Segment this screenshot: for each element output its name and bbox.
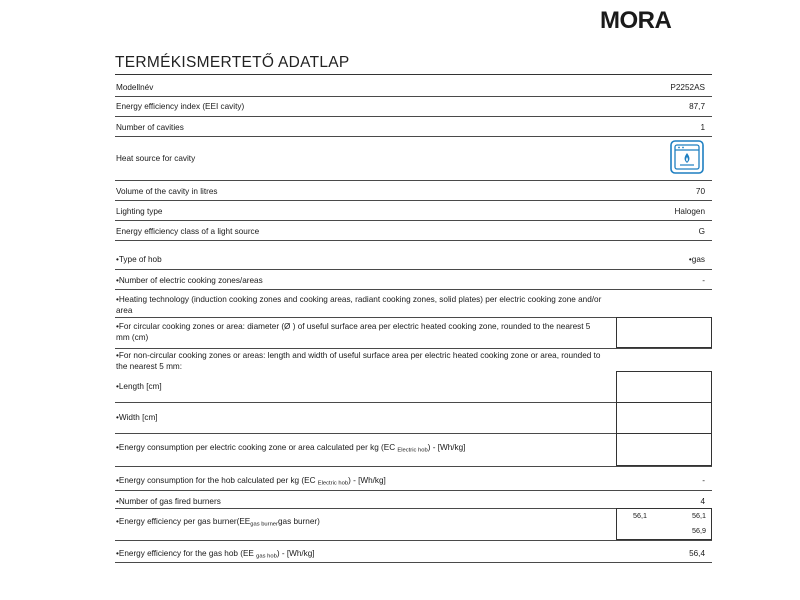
row-label: [116, 381, 162, 392]
row-label: [116, 275, 263, 286]
bullet: •: [116, 549, 119, 558]
row-label: [116, 475, 386, 486]
row-label: [116, 412, 158, 423]
divider: [115, 348, 712, 349]
row-value: 70: [695, 187, 705, 196]
row-label-text: gas burner): [277, 517, 320, 526]
bullet: •: [116, 295, 119, 304]
row-value: 4: [700, 497, 705, 506]
burner-value: 56,9: [692, 526, 706, 535]
row-label: [116, 516, 320, 527]
row-label: Lighting type: [116, 207, 163, 216]
row-label: [116, 294, 611, 316]
gas-oven-icon: [670, 140, 704, 174]
row-value: 87,7: [689, 102, 705, 111]
bullet: •: [116, 497, 119, 506]
row-label: [116, 254, 162, 265]
divider: [115, 180, 712, 181]
divider: [115, 289, 712, 290]
bullet: •: [688, 255, 692, 264]
divider: [115, 562, 712, 563]
row-value: -: [702, 476, 705, 485]
value-box-width: [616, 402, 712, 434]
bullet: •: [116, 413, 119, 422]
row-label: Energy efficiency index (EEI cavity): [116, 102, 245, 111]
row-value: P2252AS: [670, 83, 705, 92]
row-label-text: Length [cm]: [118, 382, 162, 391]
row-value: [689, 254, 705, 265]
row-label-text: Energy consumption for the hob calculated per kg (EC: [118, 476, 318, 485]
row-label-text: Energy efficiency per gas burner(EE: [118, 517, 251, 526]
row-label: Number of cavities: [116, 123, 184, 132]
divider: [115, 116, 712, 117]
divider: [115, 466, 712, 467]
row-value: -: [702, 276, 705, 285]
subscript: Electric hob: [317, 480, 349, 487]
row-label: [116, 350, 611, 372]
divider: [115, 136, 712, 137]
row-label-text: Type of hob: [118, 255, 162, 264]
subscript: gas burner: [250, 521, 278, 528]
burner-value: 56,1: [692, 511, 706, 520]
row-value: 56,4: [689, 549, 705, 558]
row-label-text: Energy efficiency for the gas hob (EE: [118, 549, 257, 558]
row-label: [116, 321, 606, 343]
row-value: Halogen: [674, 207, 705, 216]
subscript: Electric hob: [397, 447, 428, 454]
bullet: •: [116, 443, 119, 452]
page-title: TERMÉKISMERTETŐ ADATLAP: [115, 54, 350, 71]
row-value: 1: [700, 123, 705, 132]
bullet: •: [116, 517, 119, 526]
burner-value: 56,1: [633, 511, 647, 520]
bullet: •: [116, 255, 119, 264]
divider: [115, 269, 712, 270]
mora-logo: [600, 6, 690, 32]
row-label: Modellnév: [116, 83, 154, 92]
logo-text: MORA: [600, 7, 672, 32]
divider: [115, 540, 712, 541]
divider: [115, 200, 712, 201]
divider: [115, 220, 712, 221]
row-label: Energy efficiency class of a light source: [116, 227, 260, 236]
value-box-circular: [616, 317, 712, 348]
value-box-length: [616, 371, 712, 403]
row-value: G: [698, 227, 705, 236]
row-label-text: ) - [Wh/kg]: [348, 476, 386, 485]
row-label: Volume of the cavity in litres: [116, 187, 218, 196]
bullet: •: [116, 382, 119, 391]
bullet: •: [116, 476, 119, 485]
row-label-text: Heating technology (induction cooking zones and cooking areas, radiant cooking zones, solid plates) per electric cooking zone and/or area: [116, 295, 602, 315]
row-label: Heat source for cavity: [116, 154, 196, 163]
row-label-text: Energy consumption per electric cooking zone or area calculated per kg (EC: [118, 443, 398, 452]
row-label: [116, 442, 465, 453]
divider: [115, 240, 712, 241]
row-label-text: ) - [Wh/kg]: [427, 443, 466, 452]
bullet: •: [116, 276, 119, 285]
row-label: [116, 548, 315, 559]
bullet: •: [116, 351, 119, 360]
row-label-text: Number of electric cooking zones/areas: [118, 276, 263, 285]
value-box-ec-zone: [616, 433, 712, 466]
row-label-text: For circular cooking zones or area: diameter (Ø ) of useful surface area per electric heated cooking zone, rounded to the nearest 5 mm (cm): [116, 322, 591, 342]
divider: [115, 96, 712, 97]
divider: [115, 490, 712, 491]
bullet: •: [116, 322, 119, 331]
row-label-text: ) - [Wh/kg]: [276, 549, 315, 558]
title-divider: [115, 74, 712, 75]
row-label-text: Width [cm]: [118, 413, 158, 422]
row-value-text: gas: [691, 255, 705, 264]
subscript: gas hob: [256, 553, 277, 560]
row-label: [116, 496, 221, 507]
row-label-text: For non-circular cooking zones or areas: length and width of useful surface area per electric heated cooking zone or area, rounded to the nearest 5 mm:: [116, 351, 601, 371]
row-label-text: Number of gas fired burners: [118, 497, 221, 506]
